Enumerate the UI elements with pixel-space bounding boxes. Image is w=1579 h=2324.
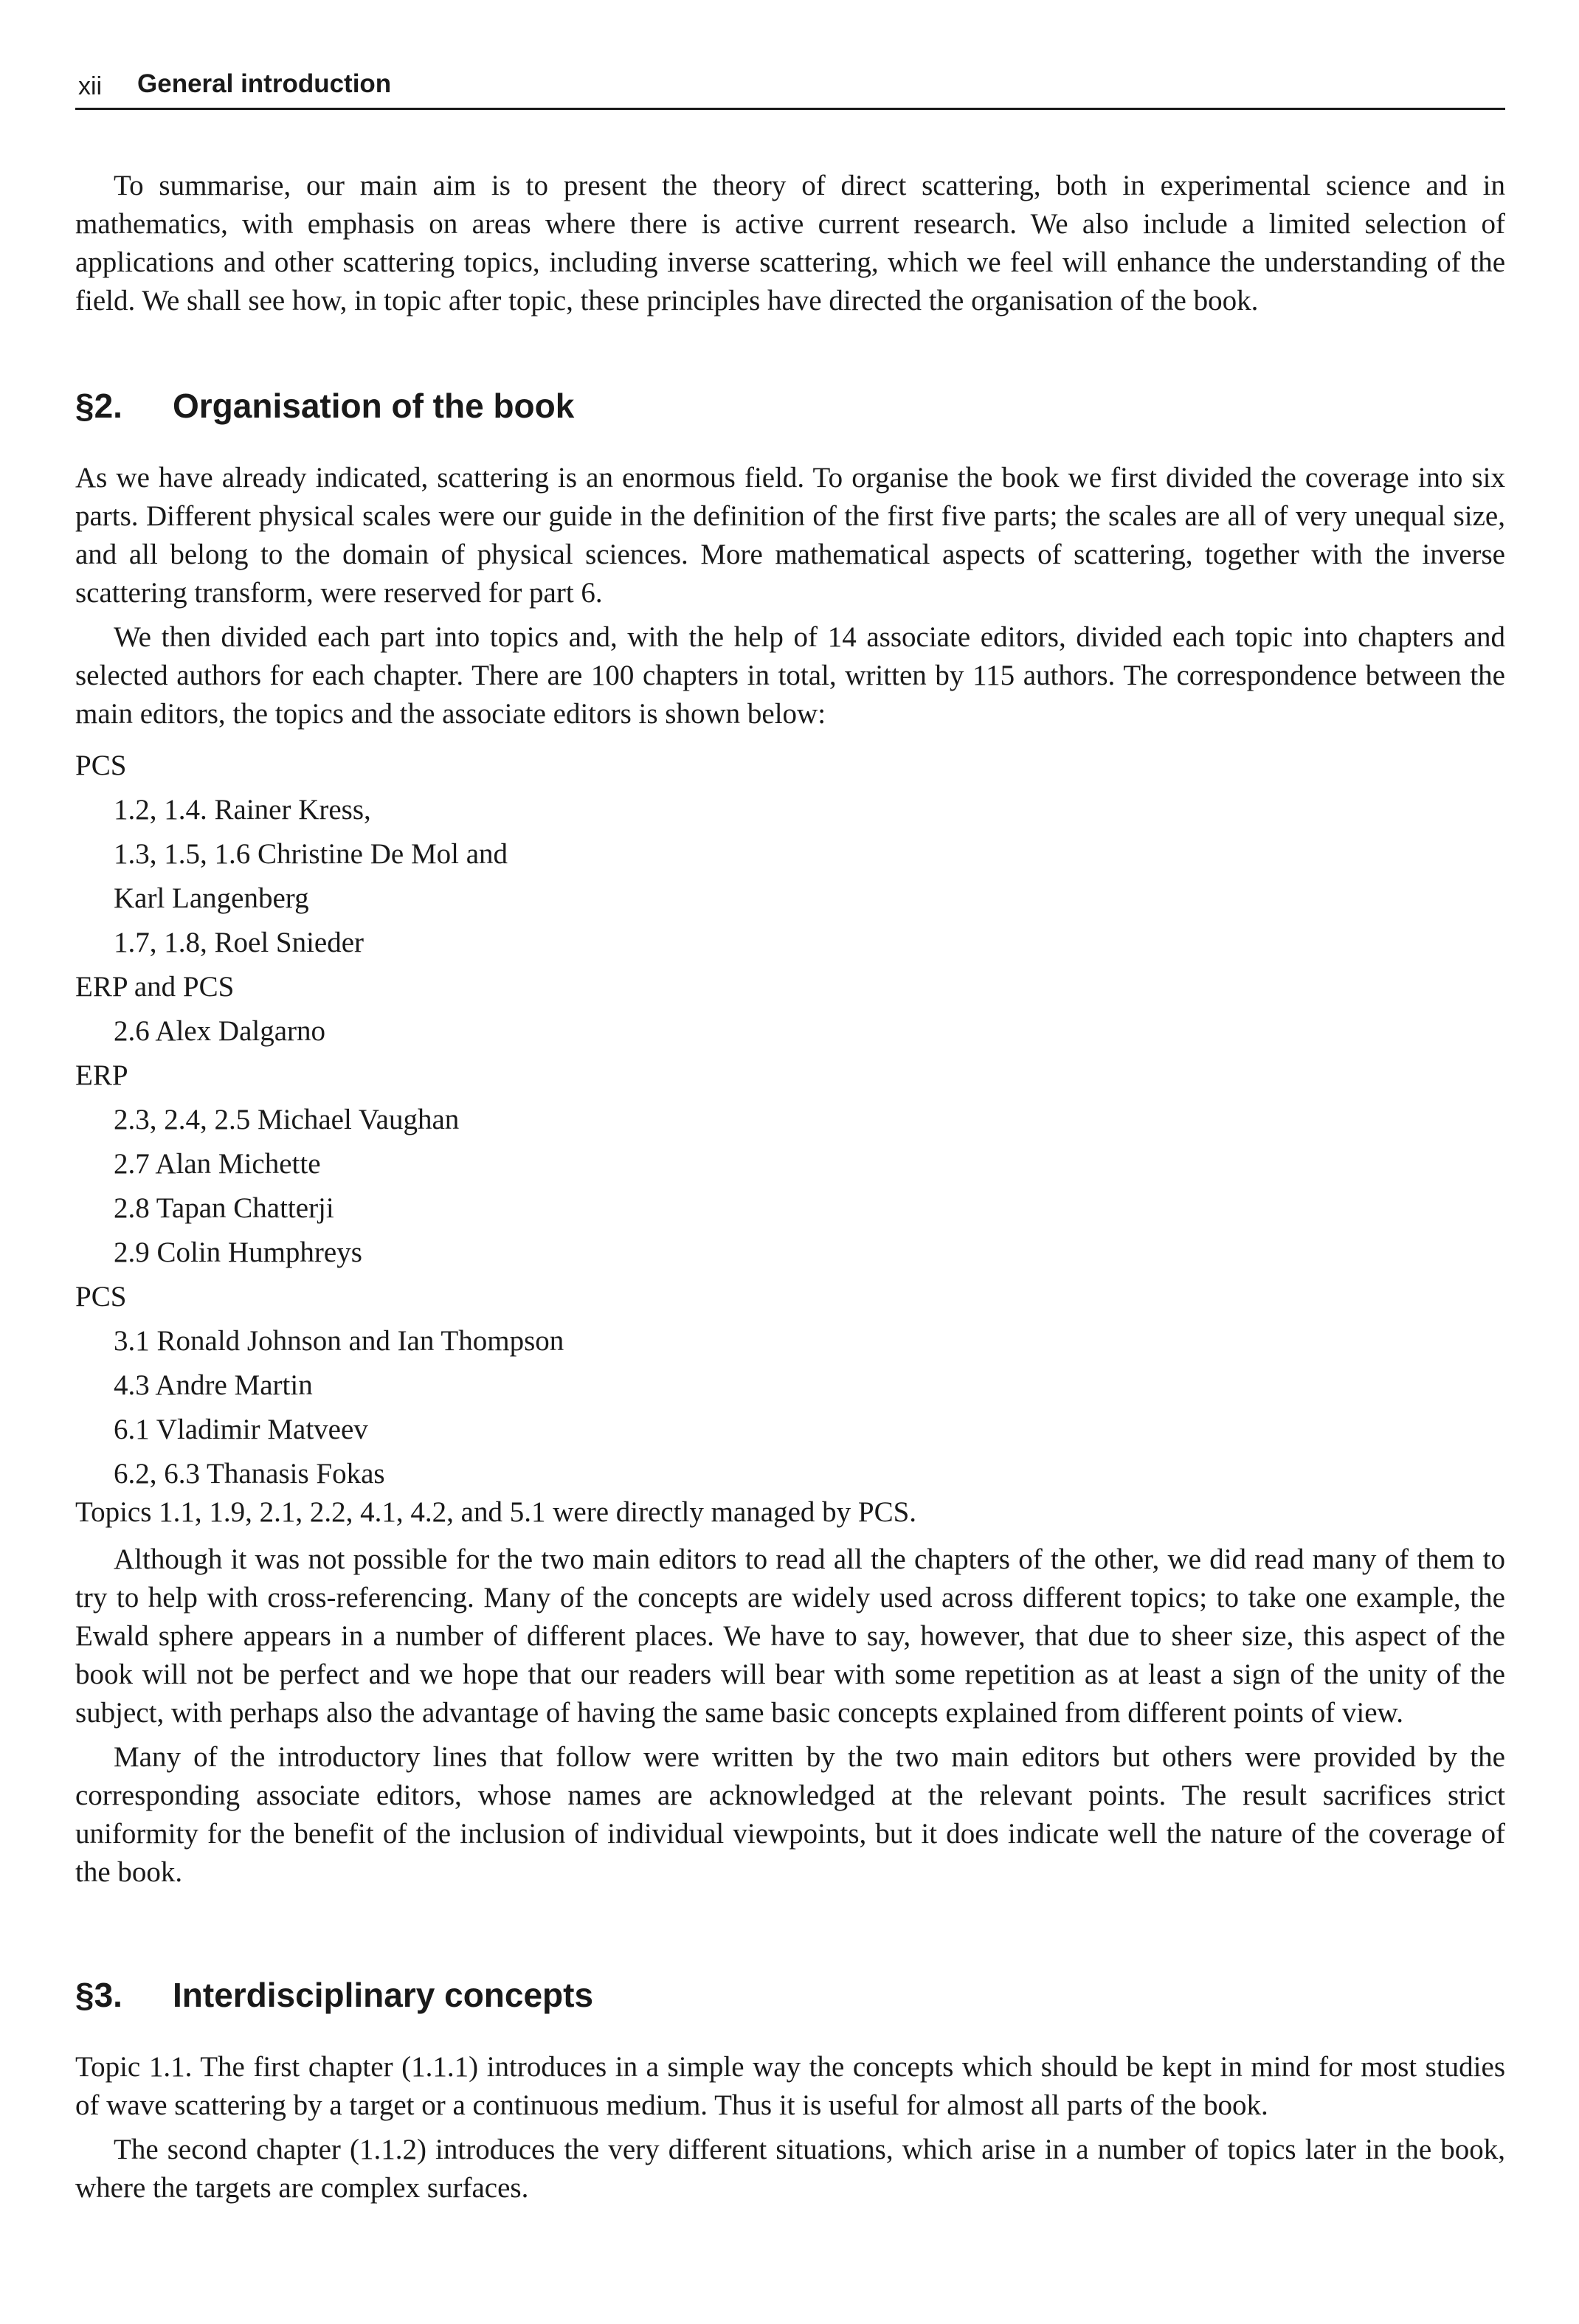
list-group-heading: ERP and PCS [75, 971, 235, 1003]
intro-paragraph: To summarise, our main aim is to present the theory of direct scattering, both in experimental science and in mathematics, with emphasis on areas where there is active current research. We also include a limited selection of applications and other scattering topics, including inverse scattering, which we feel will enhance the understanding of the field. We shall see how, in topic after topic, these principles have directed the organisation of the book. [75, 170, 1505, 317]
section-2-heading [75, 384, 1505, 428]
list-item: 4.3 Andre Martin [114, 1369, 313, 1401]
intro-block [75, 167, 1505, 320]
section-2-paragraph-2: We then divided each part into topics and, with the help of 14 associate editors, divided each topic into chapters and selected authors for each chapter. There are 100 chapters in total, written by 115 authors. The correspondence between the main editors, the topics and the associate editors is shown below: [75, 621, 1505, 730]
section-3-number: §3. [75, 1976, 122, 2014]
section-3-paragraph-2: The second chapter (1.1.2) introduces the very different situations, which arise in a number of topics later in the book, where the targets are complex surfaces. [75, 2134, 1505, 2204]
running-title: General introduction [137, 69, 392, 98]
section-2-body [75, 459, 1505, 733]
topics-note: Topics 1.1, 1.9, 2.1, 2.2, 4.1, 4.2, and 5.1 were directly managed by PCS. [75, 1496, 917, 1528]
section-3-paragraph-1: Topic 1.1. The first chapter (1.1.1) introduces in a simple way the concepts which should be kept in mind for most studies of wave scattering by a target or a continuous medium. Thus it is useful for almost all parts of the book. [75, 2051, 1505, 2121]
list-item: 6.2, 6.3 Thanasis Fokas [114, 1458, 385, 1490]
list-group-heading: ERP [75, 1059, 128, 1091]
list-item: 2.6 Alex Dalgarno [114, 1015, 326, 1047]
list-item: 2.7 Alan Michette [114, 1148, 321, 1180]
section-3-title: Interdisciplinary concepts [173, 1976, 594, 2014]
page-number: xii [78, 72, 103, 100]
section-2-number: §2. [75, 387, 122, 425]
section-2-title: Organisation of the book [173, 387, 575, 425]
list-item: 2.3, 2.4, 2.5 Michael Vaughan [114, 1104, 460, 1135]
section-2-paragraph-4: Many of the introductory lines that follow were written by the two main editors but others were provided by the corresponding associate editors, whose names are acknowledged at the relevant points. The result sacrifices strict uniformity for the benefit of the inclusion of individual viewpoints, but it does indicate well the nature of the coverage of the book. [75, 1741, 1505, 1888]
section-2-paragraph-3: Although it was not possible for the two main editors to read all the chapters of the other, we did read many of them to try to help with cross-referencing. Many of the concepts are widely used across different topics; to take one example, the Ewald sphere appears in a number of different places. We have to say, however, that due to sheer size, this aspect of the book will not be perfect and we hope that our readers will bear with some repetition as at least a sign of the unity of the subject, with perhaps also the advantage of having the same basic concepts explained from different points of view. [75, 1543, 1505, 1729]
list-item: Karl Langenberg [114, 882, 309, 914]
list-item: 1.2, 1.4. Rainer Kress, [114, 794, 371, 826]
list-item: 6.1 Vladimir Matveev [114, 1414, 368, 1445]
editor-list [75, 744, 1505, 1496]
list-item: 3.1 Ronald Johnson and Ian Thompson [114, 1325, 564, 1357]
list-group-heading: PCS [75, 1281, 127, 1313]
section-2-paragraph-1: As we have already indicated, scattering is an enormous field. To organise the book we first divided the coverage into six parts. Different physical scales were our guide in the definition of the first five parts; the scales are all of very unequal size, and all belong to the domain of physical sciences. More mathematical aspects of scattering, together with the inverse scattering transform, were reserved for part 6. [75, 462, 1505, 609]
list-group-heading: PCS [75, 750, 127, 781]
list-item: 1.7, 1.8, Roel Snieder [114, 927, 364, 958]
book-page [75, 62, 1505, 2204]
list-item: 1.3, 1.5, 1.6 Christine De Mol and [114, 838, 508, 870]
section-2-continuation [75, 1493, 1505, 1892]
list-item: 2.8 Tapan Chatterji [114, 1192, 334, 1224]
running-header [75, 62, 1505, 110]
section-3-heading [75, 1973, 1505, 2017]
section-3-body [75, 2048, 1505, 2207]
list-item: 2.9 Colin Humphreys [114, 1237, 362, 1268]
